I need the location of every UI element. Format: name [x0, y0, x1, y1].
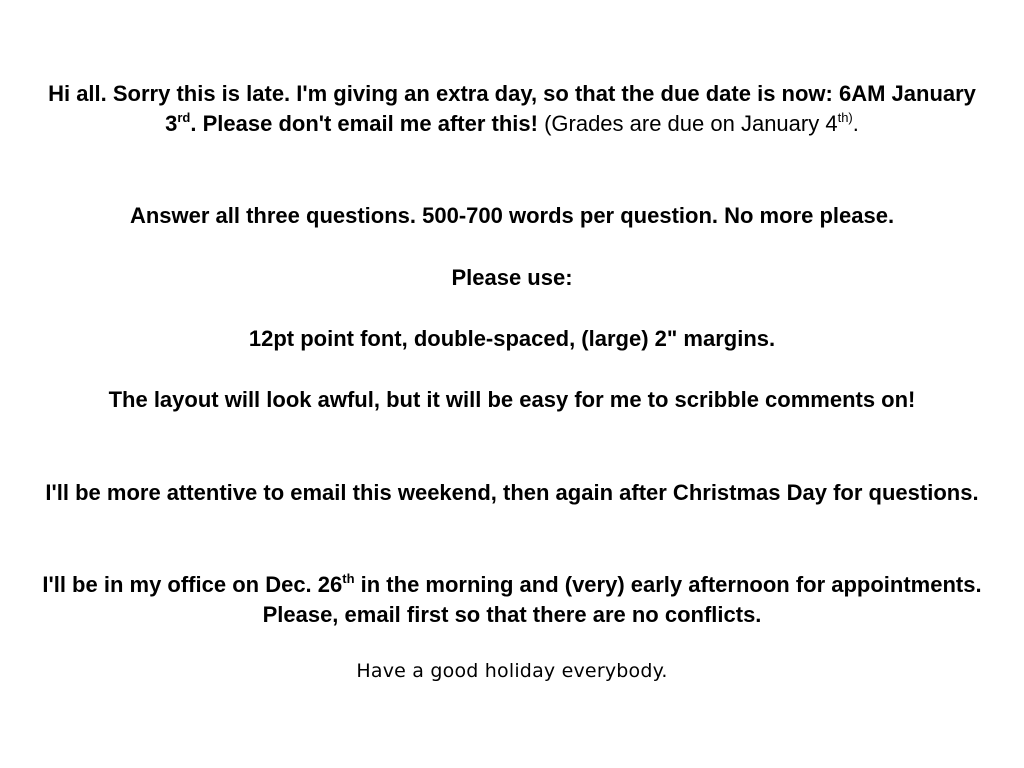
appointments-text: in the morning and (very) early afternoon for appointments. Please, email first so that there are no conflicts. [262, 572, 982, 627]
no-email-text: . Please don't email me after this! [190, 111, 545, 136]
period-text: . [852, 111, 859, 136]
office-hours-paragraph [40, 570, 984, 630]
due-date-text: Hi all. Sorry this is late. I'm giving an extra day, so that the due date is now: 6AM January 3 [48, 81, 976, 136]
grades-due-text: (Grades are due on January 4 [544, 111, 838, 136]
format-requirements: 12pt point font, double-spaced, (large) 2" margins. [248, 326, 776, 351]
holiday-signoff: Have a good holiday everybody. [356, 660, 668, 682]
ordinal-suffix: th) [837, 110, 853, 125]
layout-note: The layout will look awful, but it will be easy for me to scribble comments on! [108, 387, 916, 412]
due-date-paragraph [40, 79, 984, 139]
instructions-paragraph: Answer all three questions. 500-700 words per question. No more please. [129, 203, 895, 228]
ordinal-suffix: rd [177, 110, 191, 125]
office-hours-text: I'll be in my office on Dec. 26 [42, 572, 343, 597]
ordinal-suffix: th [342, 571, 355, 586]
please-use-heading: Please use: [451, 265, 573, 290]
email-availability-note: I'll be more attentive to email this weekend, then again after Christmas Day for questions. [45, 480, 979, 505]
